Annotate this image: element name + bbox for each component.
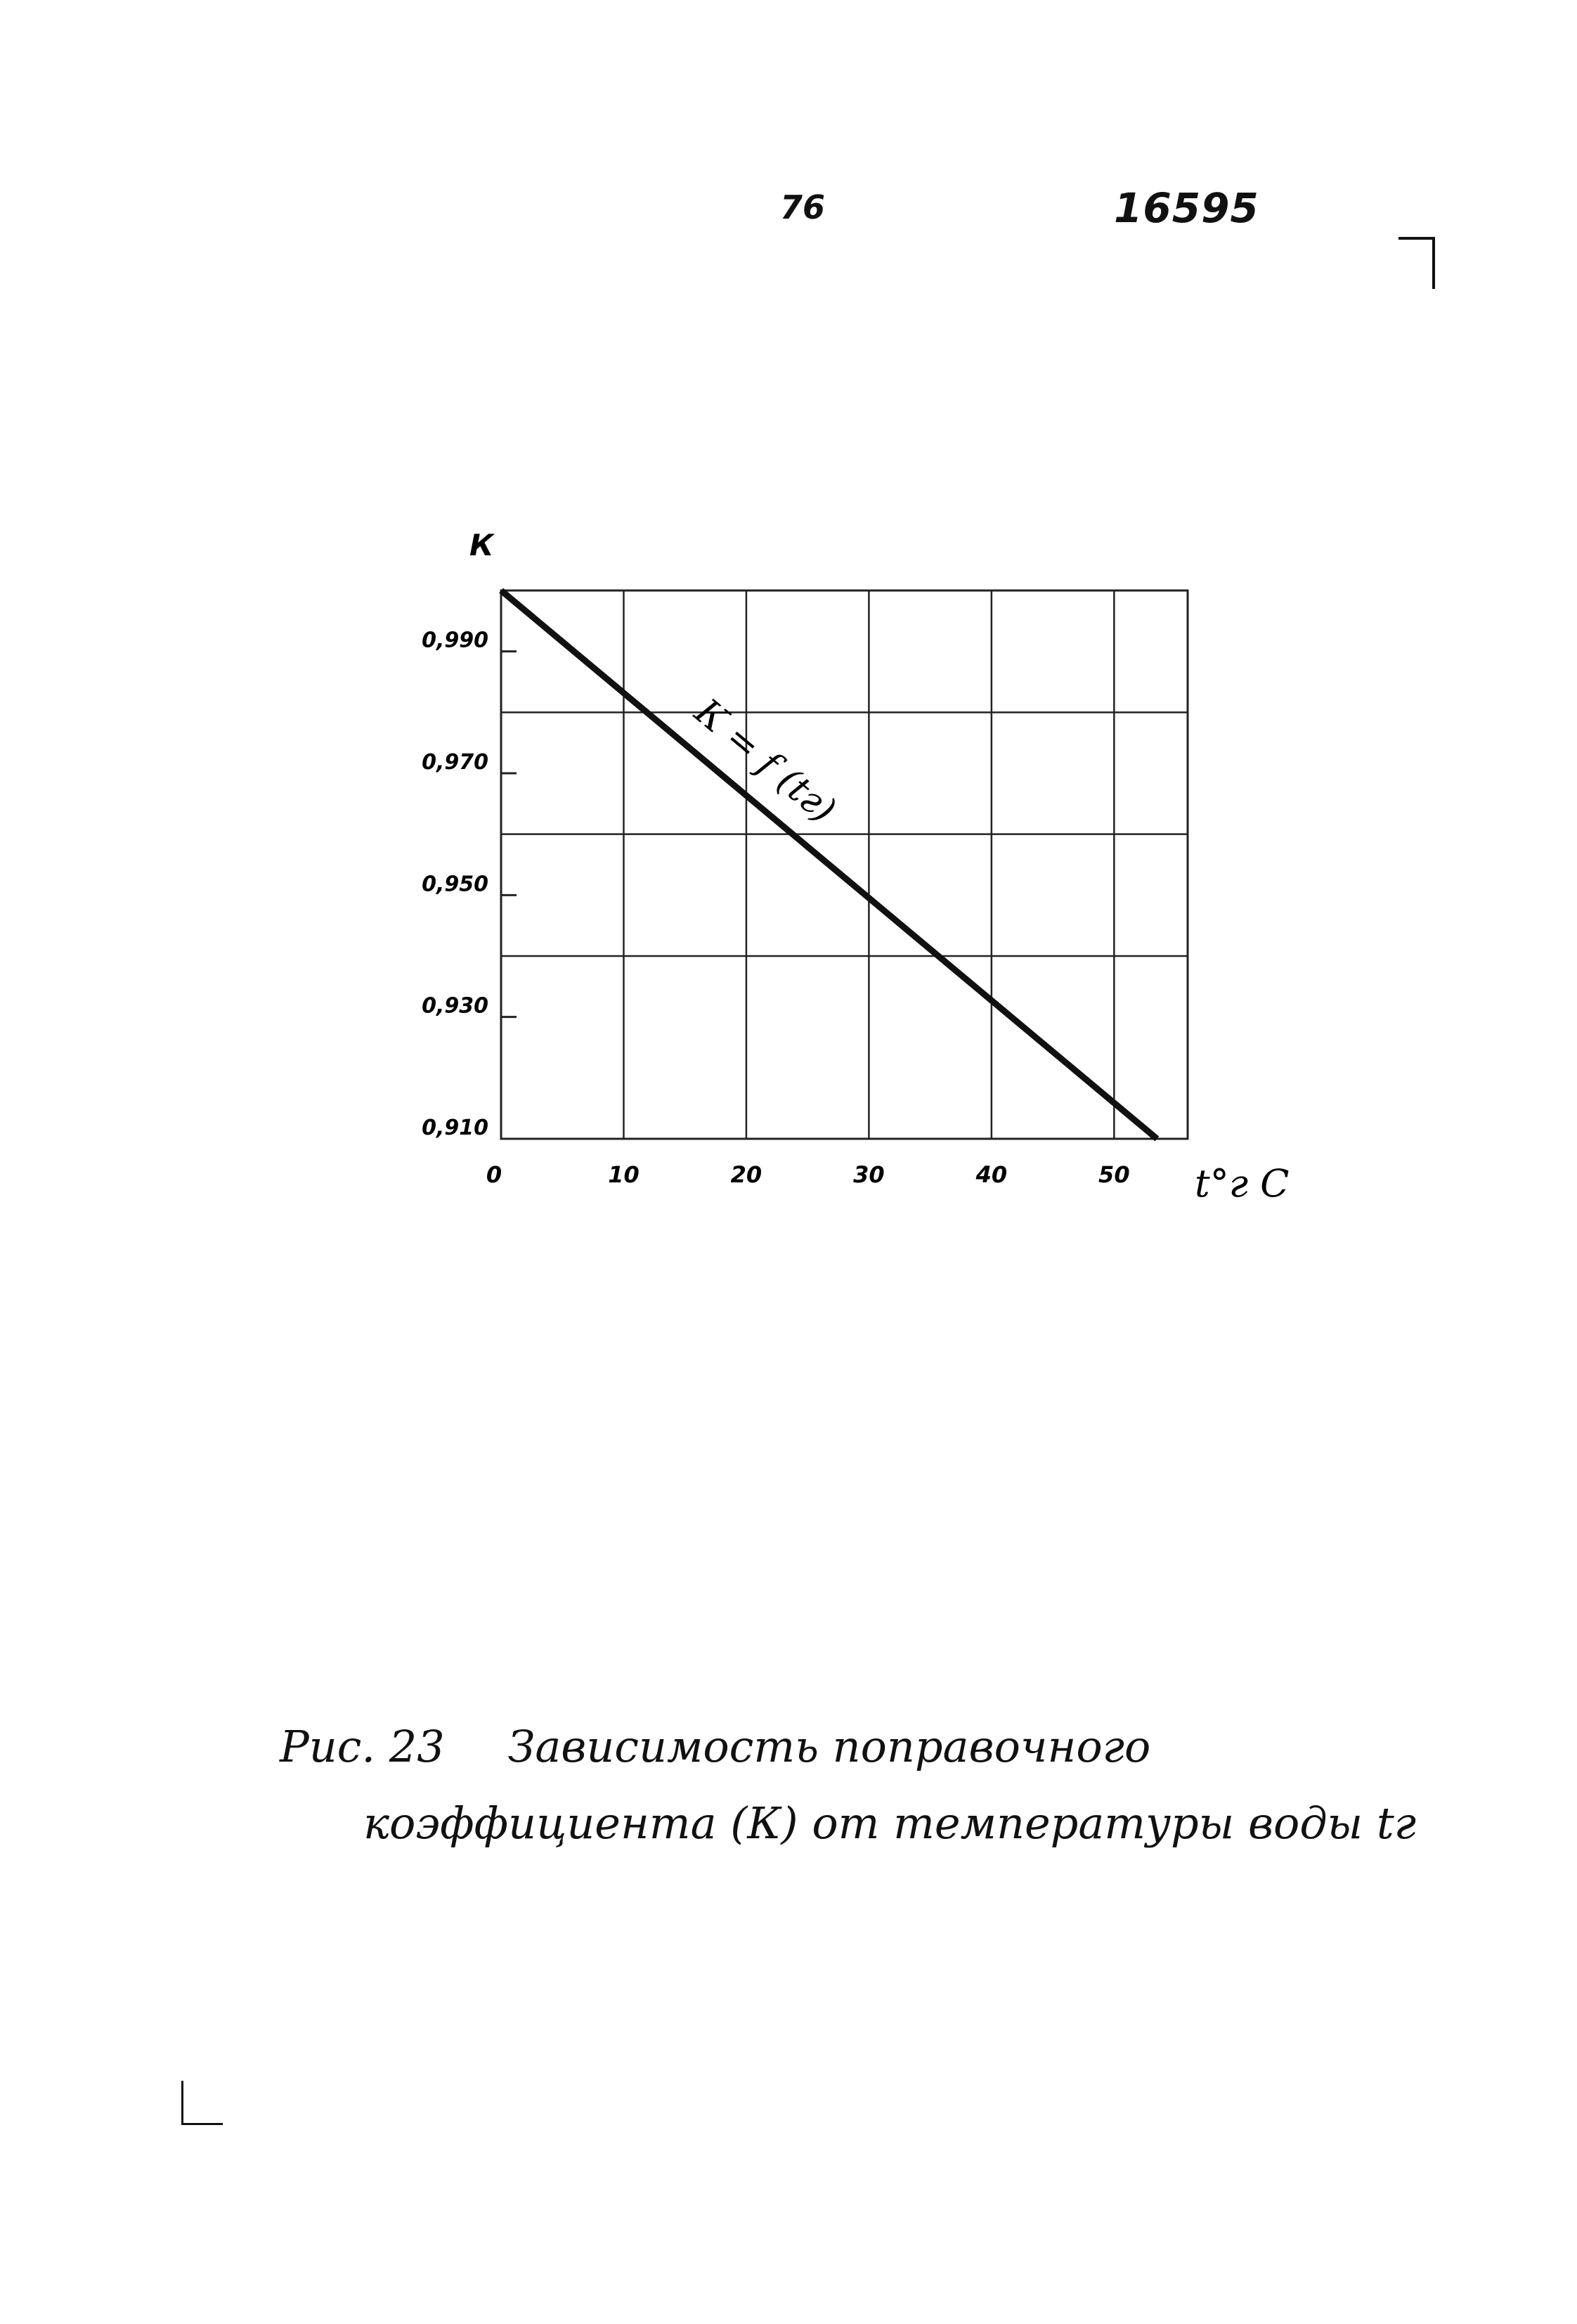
series-label: К = f (tг) [687, 690, 844, 832]
x-tick-label: 50 [1098, 1161, 1130, 1188]
y-axis-label: К [469, 528, 494, 562]
crop-mark-bottom-left [181, 2081, 223, 2125]
y-tick-label: 0,930 [422, 993, 488, 1019]
y-axis-ticks [422, 628, 517, 1140]
caption-line-2: коэффициента (К) от температуры воды tг [363, 1797, 1417, 1849]
y-tick-label: 0,990 [422, 628, 488, 653]
x-tick-label: 30 [853, 1161, 885, 1188]
series-line [501, 590, 1157, 1139]
x-tick-label: 0 [486, 1161, 502, 1188]
x-axis-ticks [486, 1161, 1130, 1188]
x-axis-label: t°г C [1195, 1161, 1290, 1206]
document-number: 16595 [1114, 184, 1259, 232]
caption-text-1: Зависимость поправочного [507, 1721, 1151, 1772]
y-tick-label: 0,950 [422, 872, 488, 897]
x-tick-label: 10 [608, 1161, 640, 1188]
x-tick-label: 20 [730, 1161, 762, 1188]
y-tick-label: 0,970 [422, 750, 488, 775]
page-number: 76 [780, 188, 826, 226]
caption-line-1 [280, 1721, 1150, 1772]
x-tick-label: 40 [975, 1161, 1008, 1188]
y-tick-label: 0,910 [422, 1116, 488, 1140]
figure-label: Рис. 23 [280, 1721, 445, 1772]
chart-series [501, 590, 1157, 1139]
